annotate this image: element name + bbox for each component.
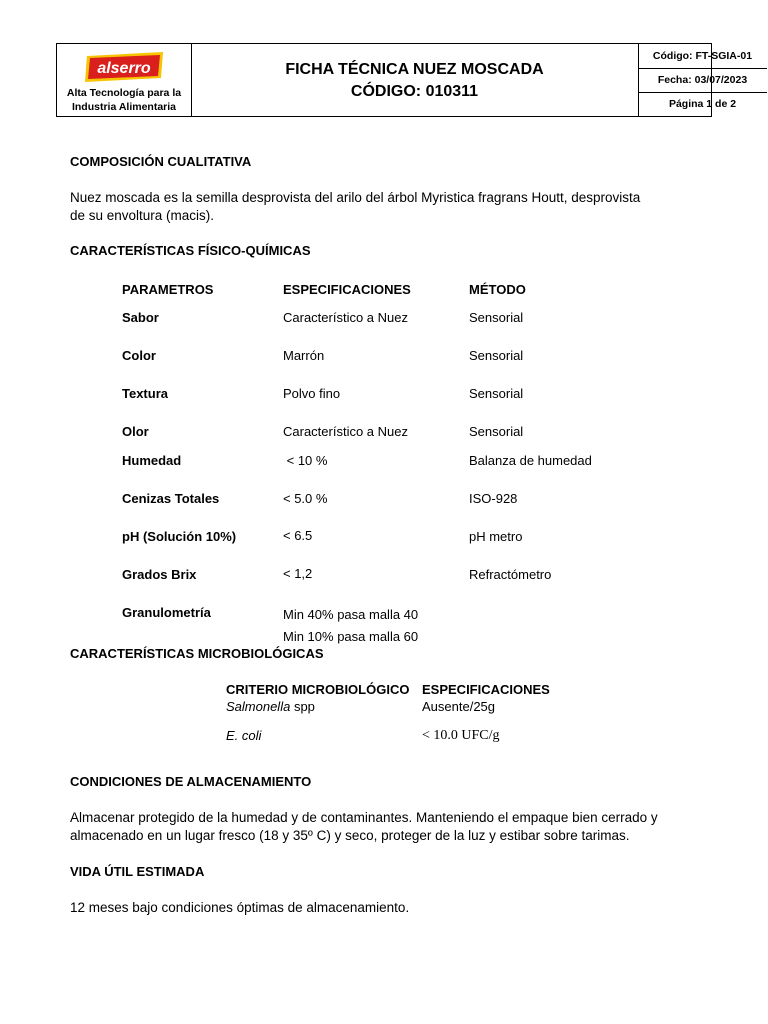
method-cenizas: ISO-928 — [469, 491, 518, 506]
method-humedad: Balanza de humedad — [469, 453, 592, 468]
composicion-heading: COMPOSICIÓN CUALITATIVA — [70, 154, 252, 169]
spec-salmonella: Ausente/25g — [422, 699, 496, 714]
composicion-line2: de su envoltura (macis). — [70, 208, 215, 223]
spec-cenizas: < 5.0 % — [283, 491, 328, 506]
param-sabor: Sabor — [122, 310, 159, 325]
method-brix: Refractómetro — [469, 567, 552, 582]
vida-util-text: 12 meses bajo condiciones óptimas de almacenamiento. — [70, 900, 410, 915]
logo-subtitle-line1: Alta Tecnología para la — [66, 87, 182, 99]
fisicoquimicas-heading: CARACTERÍSTICAS FÍSICO-QUÍMICAS — [70, 243, 311, 258]
spec-humedad: < 10 % — [283, 453, 328, 468]
document-header — [56, 43, 753, 117]
logo-subtitle — [59, 86, 189, 114]
method-sabor: Sensorial — [469, 310, 524, 325]
meta-code: Código: FT-SGIA-01 — [638, 44, 767, 69]
param-color: Color — [122, 348, 156, 363]
composicion-line1: Nuez moscada es la semilla desprovista del arilo del árbol Myristica fragrans Houtt, desprovista — [70, 190, 641, 205]
meta-cell — [638, 44, 753, 116]
title-cell — [191, 44, 639, 116]
param-brix: Grados Brix — [122, 567, 197, 582]
meta-date: Fecha: 03/07/2023 — [638, 68, 767, 93]
spec-brix: < 1,2 — [283, 566, 313, 581]
criterio-salmonella-italic: Salmonella — [226, 699, 291, 714]
microbiologicas-heading: CARACTERÍSTICAS MICROBIOLÓGICAS — [70, 646, 324, 661]
param-humedad: Humedad — [122, 453, 182, 468]
criterio-salmonella-rest: spp — [290, 699, 315, 714]
col-header-parametros: PARAMETROS — [122, 282, 214, 297]
document-title: FICHA TÉCNICA NUEZ MOSCADA — [285, 61, 544, 78]
logo-cell — [57, 44, 192, 116]
col-header-micro-especificaciones: ESPECIFICACIONES — [422, 682, 550, 697]
almacenamiento-line1: Almacenar protegido de la humedad y de contaminantes. Manteniendo el empaque bien cerrado y — [70, 810, 658, 825]
spec-ecoli: < 10.0 UFC/g — [422, 728, 500, 743]
logo-subtitle-line2: Industria Alimentaria — [71, 101, 177, 113]
param-ph: pH (Solución 10%) — [122, 529, 237, 544]
param-olor: Olor — [122, 424, 149, 439]
spec-granulometria-2: Min 10% pasa malla 60 — [283, 629, 419, 644]
spec-granulometria-1: Min 40% pasa malla 40 — [283, 607, 419, 622]
spec-color: Marrón — [283, 348, 325, 363]
spec-textura: Polvo fino — [283, 386, 341, 401]
method-olor: Sensorial — [469, 424, 524, 439]
method-ph: pH metro — [469, 529, 523, 544]
spec-ph: < 6.5 — [283, 528, 313, 543]
criterio-salmonella — [226, 699, 315, 714]
almacenamiento-line2: almacenado en un lugar fresco (18 y 35º C) y seco, proteger de la luz y estibar sobre tarimas. — [70, 828, 630, 843]
method-color: Sensorial — [469, 348, 524, 363]
col-header-metodo: MÉTODO — [469, 282, 526, 297]
company-logo — [83, 52, 165, 82]
criterio-ecoli — [226, 728, 261, 743]
col-header-especificaciones: ESPECIFICACIONES — [283, 282, 411, 297]
param-granulometria: Granulometría — [122, 605, 211, 620]
method-textura: Sensorial — [469, 386, 524, 401]
almacenamiento-heading: CONDICIONES DE ALMACENAMIENTO — [70, 774, 312, 789]
criterio-ecoli-italic: E. coli — [226, 728, 262, 743]
param-textura: Textura — [122, 386, 168, 401]
col-header-criterio: CRITERIO MICROBIOLÓGICO — [226, 682, 410, 697]
meta-page: Página 1 de 2 — [668, 98, 737, 110]
logo-wordmark: alserro — [97, 60, 151, 77]
spec-olor: Característico a Nuez — [283, 424, 408, 439]
vida-util-heading: VIDA ÚTIL ESTIMADA — [70, 864, 205, 879]
document-code: CÓDIGO: 010311 — [350, 83, 479, 100]
param-cenizas: Cenizas Totales — [122, 491, 220, 506]
spec-sabor: Característico a Nuez — [283, 310, 408, 325]
